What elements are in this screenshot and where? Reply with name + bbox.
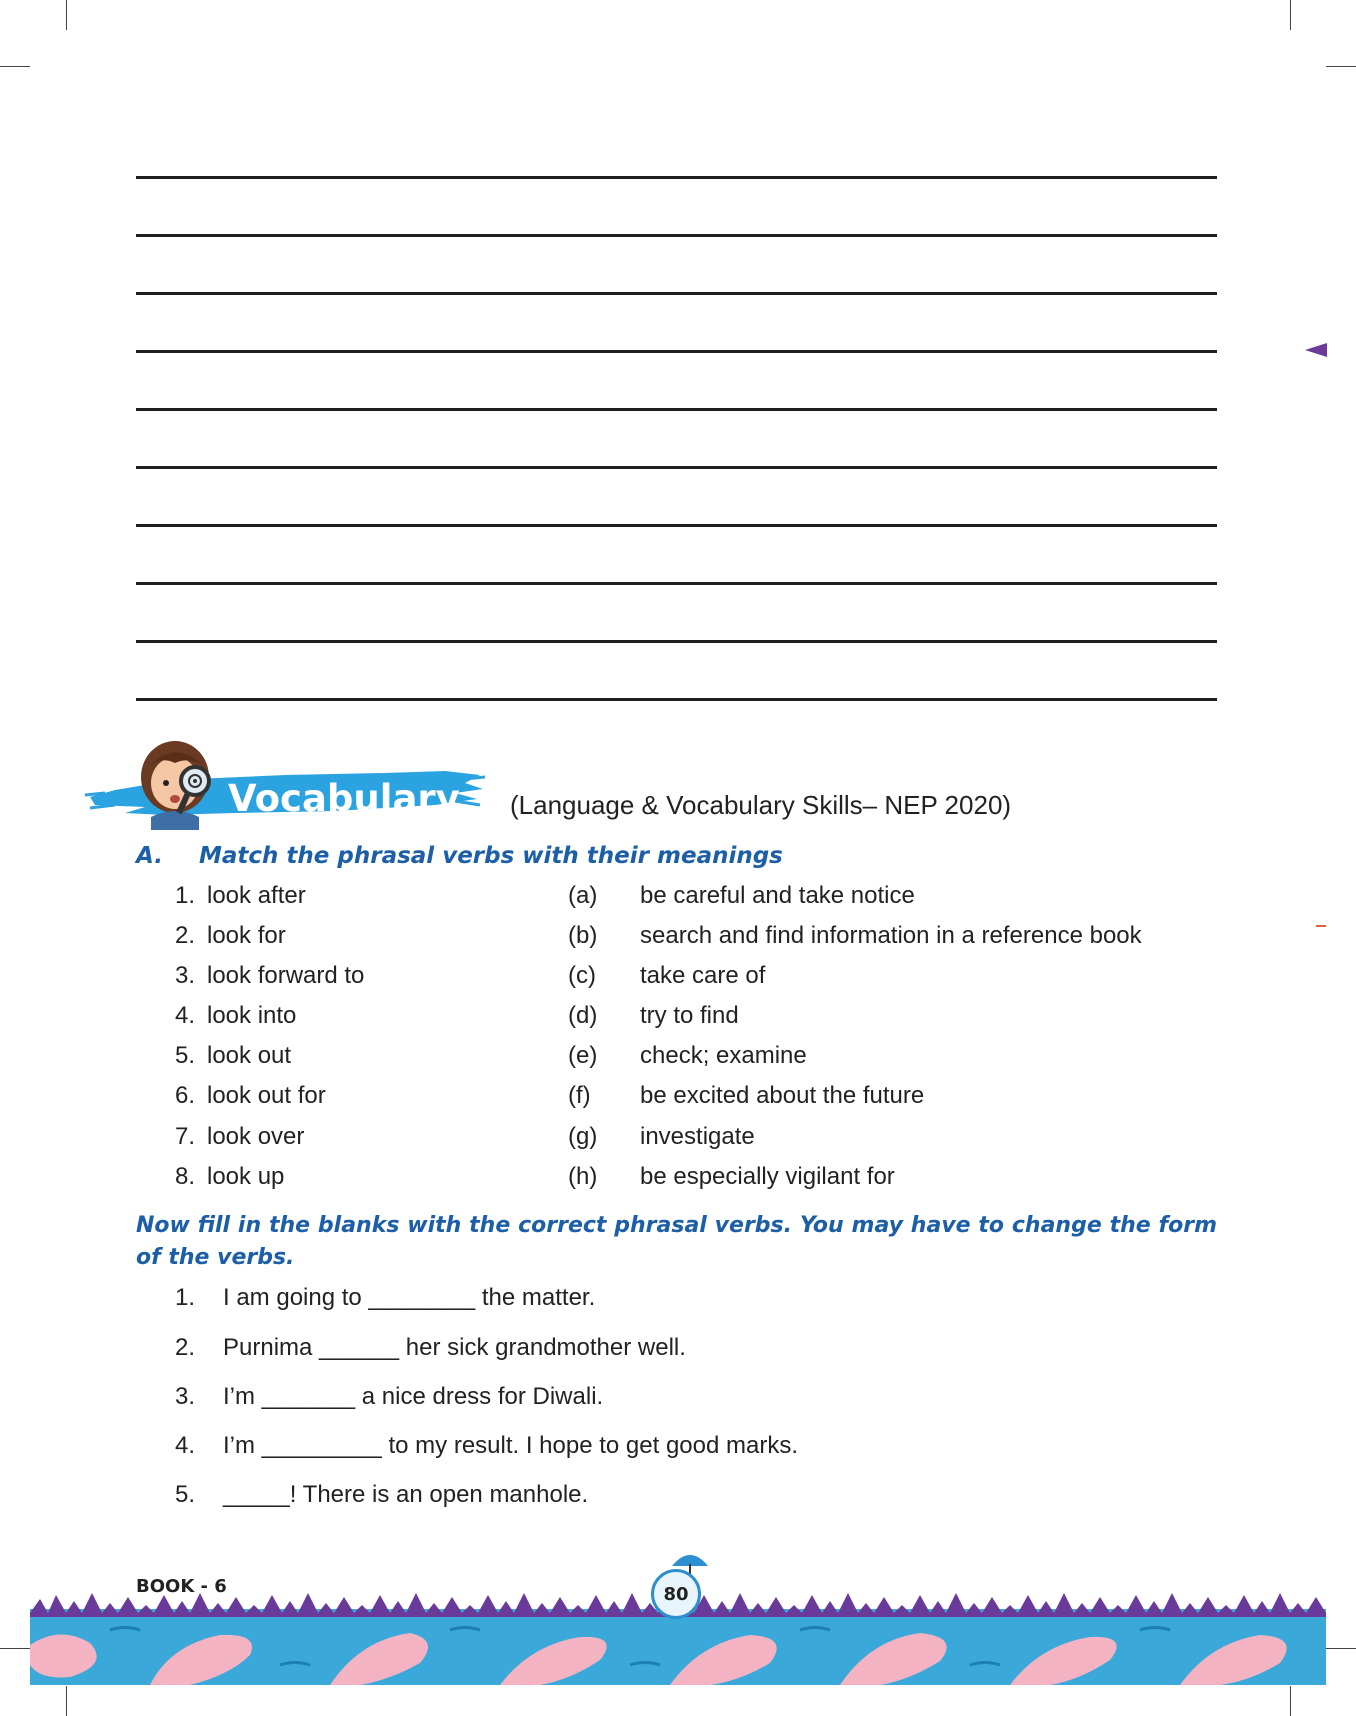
phrasal-verb: look into: [207, 1002, 297, 1029]
phrasal-verb: look out for: [207, 1082, 326, 1109]
writing-line[interactable]: [136, 582, 1217, 585]
writing-line[interactable]: [136, 176, 1217, 179]
section-a-title: Match the phrasal verbs with their meanings: [199, 843, 783, 869]
girl-with-magnifier-icon: [133, 735, 233, 830]
item-number: 5.: [175, 1481, 196, 1508]
meaning-code: (d): [568, 1002, 598, 1029]
meaning-text: search and find information in a reference book: [640, 922, 1142, 949]
sentence-start: I am going to: [223, 1284, 369, 1311]
meaning-text: be especially vigilant for: [640, 1163, 895, 1190]
crop-mark-top-left: [66, 0, 67, 30]
phrasal-verb: look forward to: [207, 962, 365, 989]
sentence-end: ! There is an open manhole.: [289, 1481, 589, 1508]
writing-line[interactable]: [136, 640, 1217, 643]
match-row: [175, 922, 1175, 962]
row-number: 8.: [175, 1163, 196, 1190]
meaning-text: take care of: [640, 962, 766, 989]
answer-blank[interactable]: ________: [368, 1284, 476, 1311]
crop-mark-right-bottom: [1326, 1648, 1356, 1649]
section-letter: A.: [136, 843, 163, 869]
row-number: 6.: [175, 1082, 196, 1109]
meaning-code: (e): [568, 1042, 598, 1069]
writing-line[interactable]: [136, 350, 1217, 353]
crop-mark-top-right: [1290, 0, 1291, 30]
fill-in-item: [175, 1383, 603, 1411]
phrasal-verb: look out: [207, 1042, 292, 1069]
meaning-code: (g): [568, 1123, 598, 1150]
match-row: [175, 1082, 1175, 1122]
writing-line[interactable]: [136, 524, 1217, 527]
registration-mark-small: [1316, 924, 1326, 928]
meaning-text: check; examine: [640, 1042, 807, 1069]
writing-line[interactable]: [136, 698, 1217, 701]
writing-line[interactable]: [136, 234, 1217, 237]
page-number: 80: [651, 1569, 701, 1619]
answer-blank[interactable]: _______: [261, 1383, 356, 1410]
section-a-heading: [136, 843, 783, 869]
writing-lines: [136, 176, 1217, 756]
crop-mark-right-top: [1326, 66, 1356, 67]
vocabulary-subtitle: (Language & Vocabulary Skills– NEP 2020): [510, 790, 1012, 820]
meaning-code: (a): [568, 882, 598, 909]
meaning-code: (h): [568, 1163, 598, 1190]
match-row: [175, 1163, 1175, 1203]
registration-mark: [1305, 343, 1327, 357]
row-number: 2.: [175, 922, 196, 949]
meaning-code: (f): [568, 1082, 591, 1109]
row-number: 7.: [175, 1123, 196, 1150]
fill-in-item: [175, 1481, 588, 1509]
sentence-end: the matter.: [475, 1284, 596, 1311]
sentence-start: I’m: [223, 1383, 262, 1410]
meaning-text: investigate: [640, 1123, 755, 1150]
crop-mark-bottom-right: [1290, 1686, 1291, 1716]
fill-in-instruction: Now fill in the blanks with the correct phrasal verbs. You may have to change the form of the verbs.: [136, 1213, 1217, 1270]
writing-line[interactable]: [136, 466, 1217, 469]
fill-in-item: [175, 1334, 686, 1362]
match-row: [175, 1002, 1175, 1042]
sentence-end: a nice dress for Diwali.: [355, 1383, 604, 1410]
meaning-code: (c): [568, 962, 596, 989]
book-label: BOOK - 6: [136, 1576, 227, 1597]
item-number: 2.: [175, 1334, 196, 1361]
fill-in-item: [175, 1432, 798, 1460]
crop-mark-left-top: [0, 66, 30, 67]
writing-line[interactable]: [136, 292, 1217, 295]
item-number: 3.: [175, 1383, 196, 1410]
match-row: [175, 962, 1175, 1002]
match-row: [175, 882, 1175, 922]
vocabulary-banner: [85, 735, 485, 835]
phrasal-verb: look up: [207, 1163, 285, 1190]
row-number: 1.: [175, 882, 196, 909]
meaning-text: be excited about the future: [640, 1082, 925, 1109]
item-number: 1.: [175, 1284, 196, 1311]
phrasal-verb: look after: [207, 882, 306, 909]
row-number: 5.: [175, 1042, 196, 1069]
phrasal-verb: look for: [207, 922, 286, 949]
crop-mark-bottom-left: [66, 1686, 67, 1716]
meaning-text: try to find: [640, 1002, 739, 1029]
row-number: 3.: [175, 962, 196, 989]
sentence-start: I’m: [223, 1432, 262, 1459]
item-number: 4.: [175, 1432, 196, 1459]
answer-blank[interactable]: _____: [223, 1481, 290, 1508]
writing-line[interactable]: [136, 408, 1217, 411]
sentence-start: Purnima: [223, 1334, 320, 1361]
phrasal-verb: look over: [207, 1123, 305, 1150]
vocabulary-title: Vocabulary: [228, 777, 460, 820]
sentence-end: her sick grandmother well.: [399, 1334, 686, 1361]
match-row: [175, 1042, 1175, 1082]
meaning-code: (b): [568, 922, 598, 949]
crop-mark-left-bottom: [0, 1648, 30, 1649]
meaning-text: be careful and take notice: [640, 882, 915, 909]
row-number: 4.: [175, 1002, 196, 1029]
answer-blank[interactable]: _________: [261, 1432, 382, 1459]
answer-blank[interactable]: ______: [319, 1334, 400, 1361]
fill-in-item: [175, 1284, 595, 1312]
sentence-end: to my result. I hope to get good marks.: [381, 1432, 799, 1459]
match-row: [175, 1123, 1175, 1163]
